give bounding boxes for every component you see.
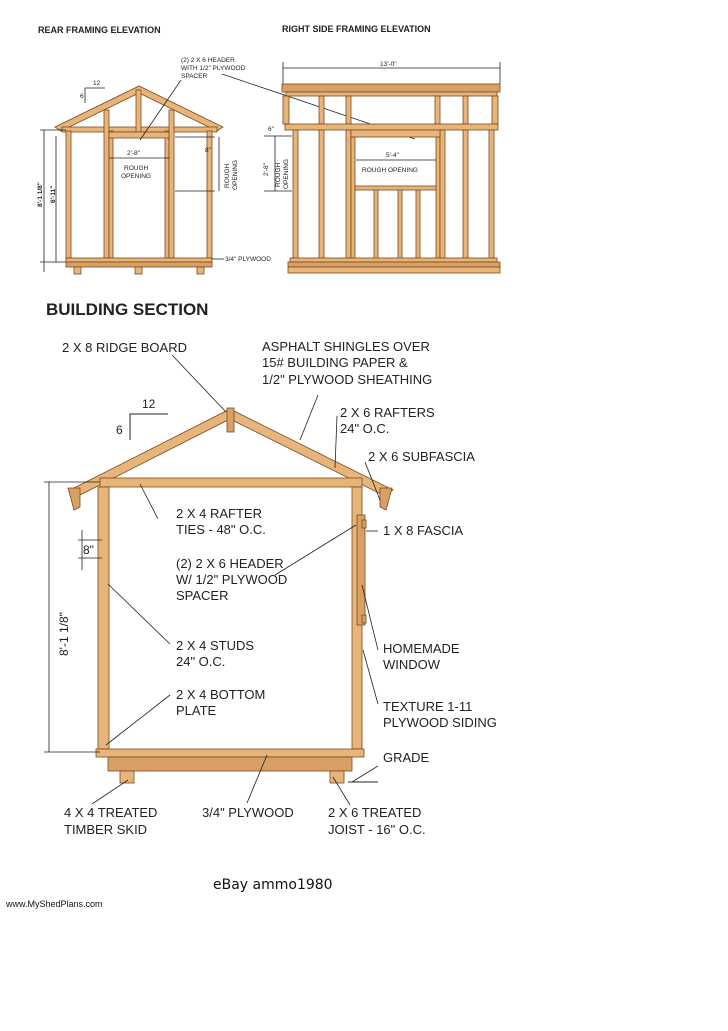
leader-ties bbox=[140, 484, 158, 519]
leader-shingles bbox=[300, 395, 318, 440]
right-cripple bbox=[398, 190, 402, 258]
section-slope-mark bbox=[130, 414, 168, 440]
ebay-watermark: eBay ammo1980 bbox=[213, 877, 333, 893]
right-cripple bbox=[374, 190, 378, 258]
right-top-dim: 6" bbox=[268, 126, 274, 133]
section-skid bbox=[120, 771, 134, 783]
section-header-dim: 8" bbox=[83, 543, 94, 557]
rear-king-stud bbox=[136, 90, 141, 132]
right-opening-label: ROUGH OPENING bbox=[362, 167, 418, 174]
label-shingles: 15# BUILDING PAPER & bbox=[262, 355, 408, 370]
leader-skid bbox=[92, 780, 128, 804]
right-rafter-end bbox=[435, 96, 440, 124]
right-rafter-end bbox=[283, 96, 289, 124]
label-joist: JOIST - 16" O.C. bbox=[328, 822, 426, 837]
label-subfascia: 2 X 6 SUBFASCIA bbox=[368, 449, 475, 464]
section-window bbox=[357, 515, 365, 625]
label-fascia: 1 X 8 FASCIA bbox=[383, 523, 464, 538]
header-note-line: SPACER bbox=[181, 73, 208, 80]
section-joist bbox=[108, 757, 352, 771]
label-studs: 24" O.C. bbox=[176, 654, 226, 669]
right-rafter-end bbox=[492, 96, 498, 124]
rear-height-wall: 6'-11" bbox=[50, 185, 57, 203]
label-skid: TIMBER SKID bbox=[64, 822, 148, 837]
rear-framing-elevation bbox=[37, 25, 271, 274]
label-skid: 4 X 4 TREATED bbox=[64, 805, 158, 820]
header-note-line: (2) 2 X 6 HEADER bbox=[181, 57, 235, 64]
right-stud bbox=[436, 137, 440, 258]
rear-stud bbox=[104, 110, 109, 258]
right-stud bbox=[463, 130, 468, 258]
rear-header-dim: 8" bbox=[205, 147, 211, 154]
rear-opening-label: OPENING bbox=[121, 173, 151, 180]
right-rafter-end bbox=[463, 96, 468, 124]
label-studs: 2 X 4 STUDS bbox=[176, 638, 255, 653]
leader-header bbox=[275, 525, 356, 575]
label-plywood: 3/4" PLYWOOD bbox=[202, 805, 294, 820]
right-ridge bbox=[286, 92, 497, 96]
right-skid bbox=[288, 267, 500, 273]
label-rafters: 24" O.C. bbox=[340, 421, 390, 436]
right-stud bbox=[351, 137, 355, 258]
leader-grade bbox=[352, 766, 378, 782]
label-ridge: 2 X 8 RIDGE BOARD bbox=[62, 340, 187, 355]
label-ties: 2 X 4 RAFTER bbox=[176, 506, 262, 521]
label-rafters: 2 X 6 RAFTERS bbox=[340, 405, 435, 420]
right-side-label: ROUGH bbox=[275, 162, 282, 187]
label-siding: TEXTURE 1-11 bbox=[383, 699, 473, 714]
section-window-hinge bbox=[362, 615, 366, 623]
leader-studs bbox=[108, 584, 170, 644]
rear-slope-rise: 6 bbox=[80, 93, 84, 100]
label-shingles: 1/2" PLYWOOD SHEATHING bbox=[262, 372, 433, 387]
rear-stud bbox=[165, 131, 169, 258]
label-shingles: ASPHALT SHINGLES OVER bbox=[262, 339, 430, 354]
rear-side-label: OPENING bbox=[232, 160, 239, 190]
rear-skid bbox=[197, 267, 204, 274]
section-title: BUILDING SECTION bbox=[46, 300, 209, 319]
label-joist: 2 X 6 TREATED bbox=[328, 805, 422, 820]
right-top-plate bbox=[285, 124, 498, 130]
rear-elevation-title: REAR FRAMING ELEVATION bbox=[38, 25, 161, 35]
rear-side-label: ROUGH bbox=[224, 163, 231, 188]
right-rafter-end bbox=[346, 96, 351, 124]
rear-stud bbox=[109, 131, 113, 258]
right-stud bbox=[319, 130, 324, 258]
right-side-label: OPENING bbox=[283, 159, 290, 189]
rear-plywood-label: 3/4" PLYWOOD bbox=[225, 256, 271, 263]
label-bottom-plate: 2 X 4 BOTTOM bbox=[176, 687, 266, 702]
section-slope-run: 12 bbox=[142, 397, 156, 411]
section-slope-rise: 6 bbox=[116, 423, 123, 437]
rear-slope-run: 12 bbox=[93, 80, 101, 87]
rear-floor bbox=[66, 262, 212, 267]
rear-skid bbox=[74, 267, 81, 274]
section-height-total: 8'-1 1/8" bbox=[57, 612, 71, 656]
right-side-dim: 2'-8" bbox=[263, 163, 270, 176]
rear-bottom-plate bbox=[66, 258, 212, 262]
leader-ridge bbox=[172, 355, 226, 412]
right-opening-width: 5'-4" bbox=[386, 152, 399, 159]
section-ridge-board bbox=[227, 408, 234, 432]
right-stud bbox=[346, 130, 351, 258]
label-ties: TIES - 48" O.C. bbox=[176, 522, 266, 537]
leader-siding bbox=[363, 650, 378, 704]
right-bottom-plate bbox=[290, 258, 497, 262]
leader-rafters bbox=[335, 416, 337, 468]
right-header bbox=[351, 130, 440, 137]
section-floor bbox=[96, 749, 364, 757]
right-cripple bbox=[416, 190, 420, 258]
right-elevation-title: RIGHT SIDE FRAMING ELEVATION bbox=[282, 24, 431, 34]
rear-stud bbox=[66, 131, 71, 258]
section-fascia-right bbox=[380, 488, 392, 510]
label-bottom-plate: PLATE bbox=[176, 703, 217, 718]
label-grade: GRADE bbox=[383, 750, 430, 765]
rear-header bbox=[109, 132, 169, 138]
section-wall-left bbox=[98, 487, 109, 749]
right-fascia bbox=[282, 84, 500, 92]
label-window: HOMEMADE bbox=[383, 641, 460, 656]
rear-slope-mark bbox=[85, 88, 105, 103]
section-window-hinge bbox=[362, 520, 366, 528]
right-stud bbox=[440, 130, 445, 258]
label-header: SPACER bbox=[176, 588, 229, 603]
site-url: www.MyShedPlans.com bbox=[6, 899, 103, 909]
rear-stud bbox=[169, 110, 174, 258]
rear-skid bbox=[135, 267, 142, 274]
right-stud bbox=[489, 130, 494, 258]
label-siding: PLYWOOD SIDING bbox=[383, 715, 497, 730]
leader-bottom-plate bbox=[106, 695, 170, 745]
right-stud bbox=[293, 130, 298, 258]
right-floor bbox=[288, 262, 500, 267]
right-sill bbox=[355, 186, 436, 190]
section-fascia-left bbox=[68, 488, 80, 510]
label-header: W/ 1/2" PLYWOOD bbox=[176, 572, 288, 587]
rear-height-total: 8'-1 1/8" bbox=[37, 182, 44, 207]
right-rafter-end bbox=[319, 96, 324, 124]
section-skid bbox=[330, 771, 344, 783]
header-note-line: WITH 1/2" PLYWOOD bbox=[181, 65, 246, 72]
rear-opening-width: 2'-8" bbox=[127, 150, 140, 157]
label-window: WINDOW bbox=[383, 657, 441, 672]
section-rafter-tie bbox=[100, 478, 362, 487]
right-side-framing-elevation bbox=[263, 24, 500, 273]
label-header: (2) 2 X 6 HEADER bbox=[176, 556, 284, 571]
building-section bbox=[44, 300, 497, 837]
right-length: 13'-0" bbox=[380, 61, 397, 68]
rear-opening-label: ROUGH bbox=[124, 165, 149, 172]
